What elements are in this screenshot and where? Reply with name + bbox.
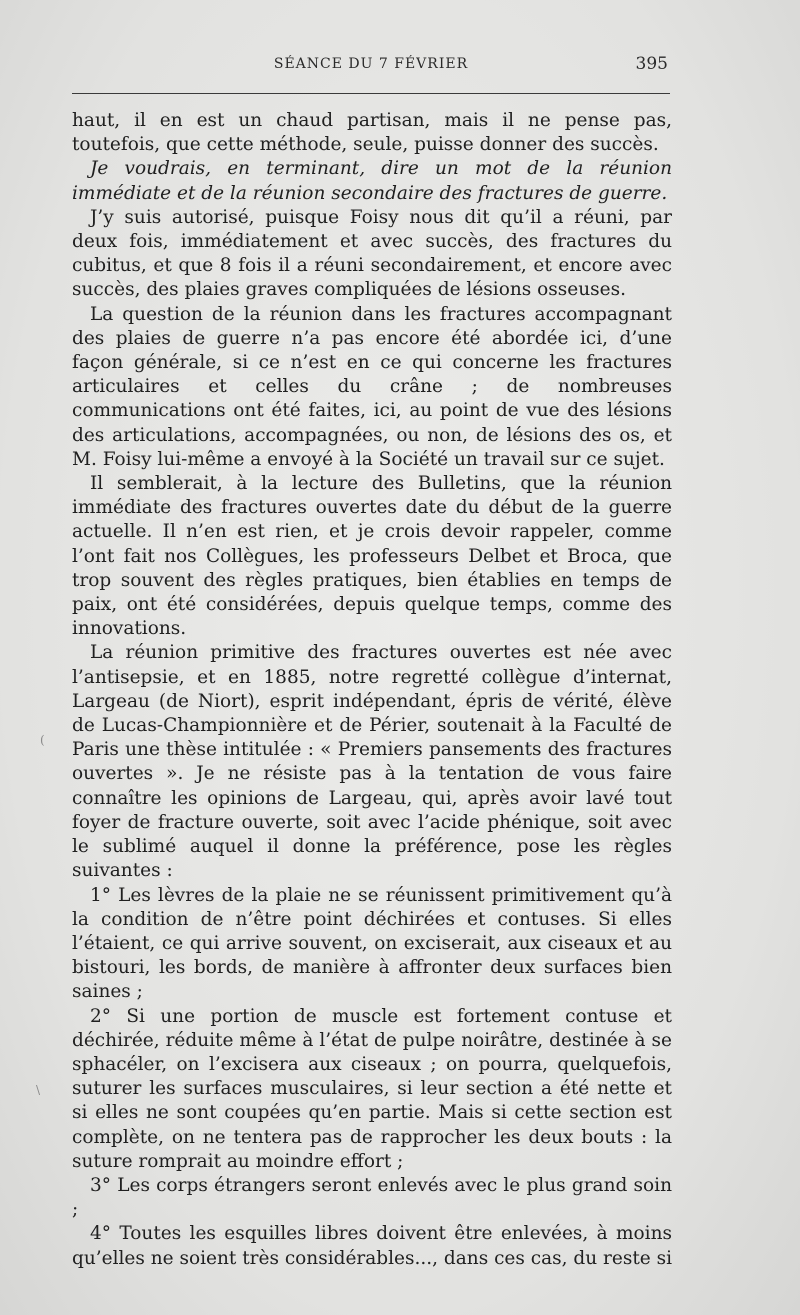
rule-3: 3° Les corps étrangers seront enlevés avec le plus grand soin ; xyxy=(72,1174,672,1221)
running-title: SÉANCE DU 7 FÉVRIER xyxy=(273,56,469,72)
paragraph-continuation: haut, il en est un chaud partisan, mais il ne pense pas, toutefois, que cette méthode, seule, puisse donner des succès. xyxy=(72,110,672,156)
paragraph-italic-intro: Je voudrais, en terminant, dire un mot de la réunion immédiate et de la réunion secondaire des fractures de guerre. xyxy=(72,158,672,204)
rule-2: 2° Si une portion de muscle est fortement contuse et déchirée, réduite même à l’état de pulpe noirâtre, destinée à se sphacéler, on l’excisera aux ciseaux ; on pourra, quelquefois, suturer les surfaces musculaires, si leur section a été nette et si elles ne sont coupées qu’en partie. Mais si cette section est complète, on ne tentera pas de rapprocher les deux bouts : la suture romprait au moindre effort ; xyxy=(72,1005,672,1172)
paragraph-largeau: La réunion primitive des fractures ouvertes est née avec l’antisepsie, et en 1885, notre regretté collègue d’internat, Largeau (de Niort), esprit indépendant, épris de vérité, élève de Lucas-Championnière et de Périer, soutenait à la Faculté de Paris une thèse intitulée : « Premiers pansements des fractures ouvertes ». Je ne résiste pas à la tentation de vous faire connaître les opinions de Largeau, qui, après avoir lavé tout foyer de fracture ouverte, soit avec l’acide phénique, soit avec le sublimé auquel il donne la préférence, pose les règles suivantes : xyxy=(72,642,672,882)
margin-speck: \ xyxy=(36,1083,41,1097)
paragraph-bulletins: Il semblerait, à la lecture des Bulletins, que la réunion immédiate des fractures ouvertes date du début de la guerre actuelle. Il n’en est rien, et je crois devoir rappeler, comme l’ont fait nos Collègues, les professeurs Delbet et Broca, que trop souvent des règles pratiques, bien établies en temps de paix, ont été considérées, depuis quelque temps, comme des innovations. xyxy=(72,473,672,640)
body-text xyxy=(72,109,672,1271)
rule-1: 1° Les lèvres de la plaie ne se réunissent primitivement qu’à la condition de n’être point déchirées et contuses. Si elles l’étaient, ce qui arrive souvent, on exciserait, aux ciseaux et au bistouri, les bords, de manière à affronter deux surfaces bien saines ; xyxy=(72,884,672,1003)
header-rule xyxy=(72,93,670,94)
rule-4: 4° Toutes les esquilles libres doivent être enlevées, à moins qu’elles ne soient très considérables..., dans ces cas, du reste si xyxy=(72,1223,672,1269)
paragraph-foisy: J’y suis autorisé, puisque Foisy nous dit qu’il a réuni, par deux fois, immédiatement et avec succès, des fractures du cubitus, et que 8 fois il a réuni secondairement, et encore avec succès, des plaies graves compliquées de lésions osseuses. xyxy=(72,206,672,301)
margin-speck: ( xyxy=(40,733,45,747)
page-number: 395 xyxy=(635,54,668,74)
paragraph-question-reunion: La question de la réunion dans les fractures accompagnant des plaies de guerre n’a pas encore été abordée ici, d’une façon générale, si ce n’est en ce qui concerne les fractures articulaires et celles du crâne ; de nombreuses communications ont été faites, ici, au point de vue des lésions des articulations, accompagnées, ou non, de lésions des os, et M. Foisy lui-même a envoyé à la Société un travail sur ce sujet. xyxy=(72,303,672,470)
running-head xyxy=(72,56,670,80)
